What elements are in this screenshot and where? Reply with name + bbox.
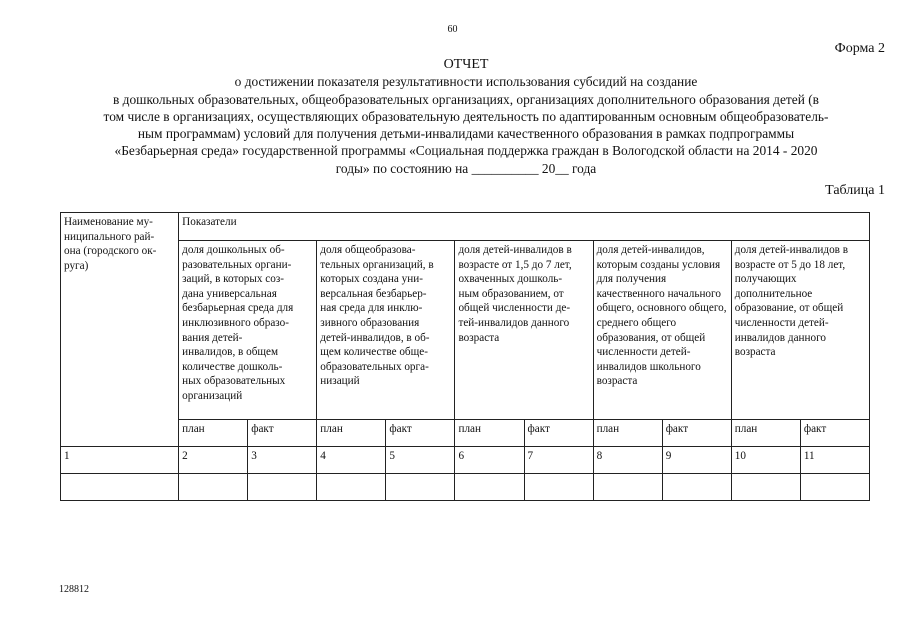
column-number: 1: [61, 447, 179, 474]
title-line: том числе в организациях, осуществляющих образовательную деятельность по адаптированным основным общеобразователь-: [103, 108, 829, 124]
column-number: 7: [524, 447, 593, 474]
indicator-header-5: доля детей-инвалидов в возрасте от 5 до 18 лет, получающих дополнительное образование, от общей численности детей-инвалидов данного возраста: [731, 241, 869, 420]
column-number: 4: [317, 447, 386, 474]
plan-header: план: [317, 420, 386, 447]
report-table: [60, 212, 870, 501]
empty-cell: [248, 474, 317, 501]
fact-header: факт: [386, 420, 455, 447]
empty-cell: [662, 474, 731, 501]
report-title: [60, 56, 872, 177]
empty-cell: [317, 474, 386, 501]
empty-cell: [524, 474, 593, 501]
title-line: «Безбарьерная среда» государственной программы «Социальная поддержка граждан в Вологодской области на 2014 - 2020: [114, 143, 818, 159]
column-number-row: [61, 447, 870, 474]
plan-header: план: [179, 420, 248, 447]
empty-cell: [731, 474, 800, 501]
column-number: 11: [800, 447, 869, 474]
plan-header: план: [455, 420, 524, 447]
column-number: 6: [455, 447, 524, 474]
indicators-header: Показатели: [179, 213, 870, 241]
column-number: 8: [593, 447, 662, 474]
document-code: 128812: [59, 584, 89, 595]
empty-cell: [386, 474, 455, 501]
fact-header: факт: [662, 420, 731, 447]
fact-header: факт: [524, 420, 593, 447]
column-number: 3: [248, 447, 317, 474]
column-number: 2: [179, 447, 248, 474]
table-row: [61, 474, 870, 501]
column-number: 10: [731, 447, 800, 474]
column-number: 5: [386, 447, 455, 474]
empty-cell: [61, 474, 179, 501]
page-number: 60: [447, 24, 458, 35]
empty-cell: [455, 474, 524, 501]
plan-header: план: [731, 420, 800, 447]
indicator-header-1: доля дошкольных об- разовательных органи- заций, в которых соз- дана универсальная безбарьерная среда для инклюзивного образо- вания детей- инвалидов, в общем количестве дошколь- ных образовательных организаций: [179, 241, 317, 420]
empty-cell: [593, 474, 662, 501]
indicator-header-4: доля детей-инвалидов, которым созданы условия для получения качественного начального общего, основного общего, среднего общего образования, от общей численности детей-инвалидов школьного возраста: [593, 241, 731, 420]
empty-cell: [179, 474, 248, 501]
empty-cell: [800, 474, 869, 501]
municipality-header: Наименование му- ниципального рай- она (городского ок- руга): [61, 213, 179, 447]
indicator-header-2: доля общеобразова- тельных организаций, в которых создана уни- версальная безбарьер- ная среда для инклю- зивного образования детей-инвалидов, в об- щем количестве обще- образовательных орга- низаций: [317, 241, 455, 420]
title-line: в дошкольных образовательных, общеобразовательных организациях, организациях дополнительного образования детей (в: [113, 91, 819, 107]
fact-header: факт: [800, 420, 869, 447]
plan-header: план: [593, 420, 662, 447]
title-line: годы» по состоянию на __________ 20__ года: [335, 160, 597, 176]
title-main: ОТЧЕТ: [443, 57, 489, 72]
form-label: Форма 2: [834, 41, 885, 56]
fact-header: факт: [248, 420, 317, 447]
column-number: 9: [662, 447, 731, 474]
indicator-header-3: доля детей-инвалидов в возрасте от 1,5 до 7 лет, охваченных дошколь- ным образованием, от общей численности де- тей-инвалидов данного возраста: [455, 241, 593, 420]
table-label: Таблица 1: [825, 183, 885, 198]
title-line: ным программам) условий для получения детьми-инвалидами качественного образования в рамках подпрограммы: [137, 126, 795, 142]
title-line: о достижении показателя результативности использования субсидий на создание: [234, 74, 698, 90]
